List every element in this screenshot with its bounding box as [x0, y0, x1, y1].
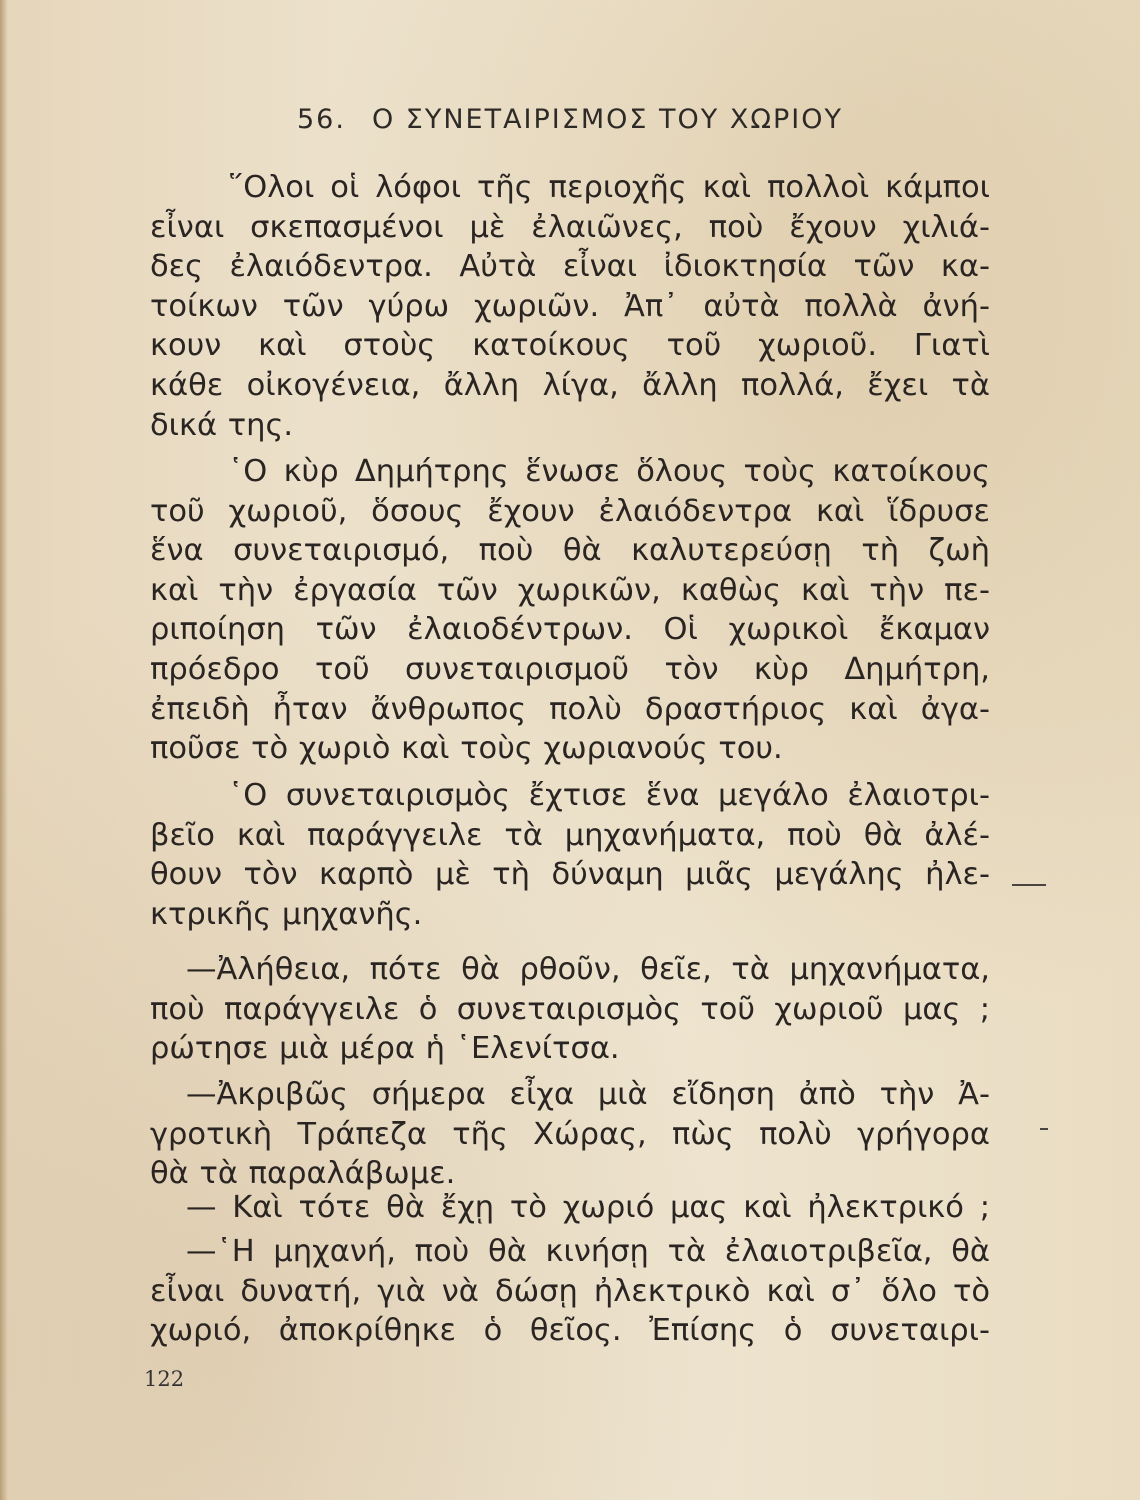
text-line: τοίκων τῶν γύρω χωριῶν. Ἀπ᾽ αὐτὰ πολλὰ ἀνή- — [150, 288, 990, 324]
text-line: κουν καὶ στοὺς κατοίκους τοῦ χωριοῦ. Γιατὶ — [150, 328, 990, 364]
text-line: ἕνα συνεταιρισμό, ποὺ θὰ καλυτερεύσῃ τὴ ζωὴ — [150, 533, 990, 569]
dialogue-1 — [150, 950, 990, 1069]
text-line: ποῦσε τὸ χωριὸ καὶ τοὺς χωριανούς του. — [150, 731, 783, 767]
text-line: ποὺ παράγγειλε ὁ συνεταιρισμὸς τοῦ χωριοῦ μας ; — [150, 991, 990, 1027]
text-line: χωριό, ἀποκρίθηκε ὁ θεῖος. Ἐπίσης ὁ συνεταιρι- — [150, 1313, 990, 1349]
text-line: δες ἐλαιόδεντρα. Αὐτὰ εἶναι ἰδιοκτησία τῶν κα- — [150, 249, 990, 285]
margin-mark — [1040, 1128, 1048, 1130]
text-line: — Καὶ τότε θὰ ἔχῃ τὸ χωριό μας καὶ ἠλεκτρικό ; — [186, 1190, 990, 1225]
text-line: θουν τὸν καρπὸ μὲ τὴ δύναμη μιᾶς μεγάλης ἠλε- — [150, 857, 990, 893]
text-line: ἐπειδὴ ἦταν ἄνθρωπος πολὺ δραστήριος καὶ ἀγα- — [150, 691, 990, 727]
text-line: εἶναι σκεπασμένοι μὲ ἐλαιῶνες, ποὺ ἔχουν χιλιά- — [150, 209, 990, 245]
running-header — [297, 104, 843, 135]
text-line: ριποίηση τῶν ἐλαιοδέντρων. Οἱ χωρικοὶ ἔκαμαν — [150, 612, 990, 648]
page-edge-shadow — [0, 0, 8, 1500]
text-line: —῾Η μηχανή, ποὺ θὰ κινήσῃ τὰ ἐλαιοτριβεῖα, θὰ — [186, 1234, 990, 1269]
text-line: κάθε οἰκογένεια, ἄλλη λίγα, ἄλλη πολλά, ἔχει τὰ — [150, 367, 990, 403]
page-number: 122 — [144, 1367, 185, 1391]
text-line: θὰ τὰ παραλάβωμε. — [150, 1156, 456, 1192]
text-line: κτρικῆς μηχανῆς. — [150, 896, 423, 932]
dialogue-3 — [150, 1188, 990, 1228]
text-line: καὶ τὴν ἐργασία τῶν χωρικῶν, καθὼς καὶ τὴν πε- — [150, 572, 990, 608]
text-line: γροτικὴ Τράπεζα τῆς Χώρας, πὼς πολὺ γρήγορα — [150, 1116, 990, 1152]
dialogue-2 — [150, 1075, 990, 1194]
text-line: τοῦ χωριοῦ, ὅσους ἔχουν ἐλαιόδεντρα καὶ ἵδρυσε — [150, 493, 990, 529]
text-line: βεῖο καὶ παράγγειλε τὰ μηχανήματα, ποὺ θὰ ἀλέ- — [150, 817, 990, 853]
text-line: δικά της. — [150, 407, 294, 443]
chapter-number: 56. — [297, 104, 346, 135]
text-line: —Ἀκριβῶς σήμερα εἶχα μιὰ εἴδηση ἀπὸ τὴν Ἀ- — [186, 1077, 990, 1112]
paragraph-1 — [150, 168, 990, 445]
margin-mark — [1012, 884, 1046, 886]
text-line: —Ἀλήθεια, πότε θὰ ρθοῦν, θεῖε, τὰ μηχανήματα, — [186, 952, 990, 987]
text-line: πρόεδρο τοῦ συνεταιρισμοῦ τὸν κὺρ Δημήτρη, — [150, 651, 990, 687]
paragraph-3 — [150, 776, 990, 934]
text-line: εἶναι δυνατή, γιὰ νὰ δώσῃ ἠλεκτρικὸ καὶ σ᾽ ὅλο τὸ — [150, 1273, 990, 1309]
paragraph-2 — [150, 452, 990, 769]
text-line: ῞Ολοι οἱ λόφοι τῆς περιοχῆς καὶ πολλοὶ κάμποι — [228, 170, 990, 205]
text-line: ῾Ο κὺρ Δημήτρης ἕνωσε ὅλους τοὺς κατοίκους — [228, 454, 990, 489]
chapter-title: Ο ΣΥΝΕΤΑΙΡΙΣΜΟΣ ΤΟΥ ΧΩΡΙΟΥ — [371, 104, 843, 135]
dialogue-4 — [150, 1232, 990, 1351]
text-line: ῾Ο συνεταιρισμὸς ἔχτισε ἕνα μεγάλο ἐλαιοτρι- — [228, 778, 990, 813]
text-line: ρώτησε μιὰ μέρα ἡ ῾Ελενίτσα. — [150, 1031, 620, 1067]
